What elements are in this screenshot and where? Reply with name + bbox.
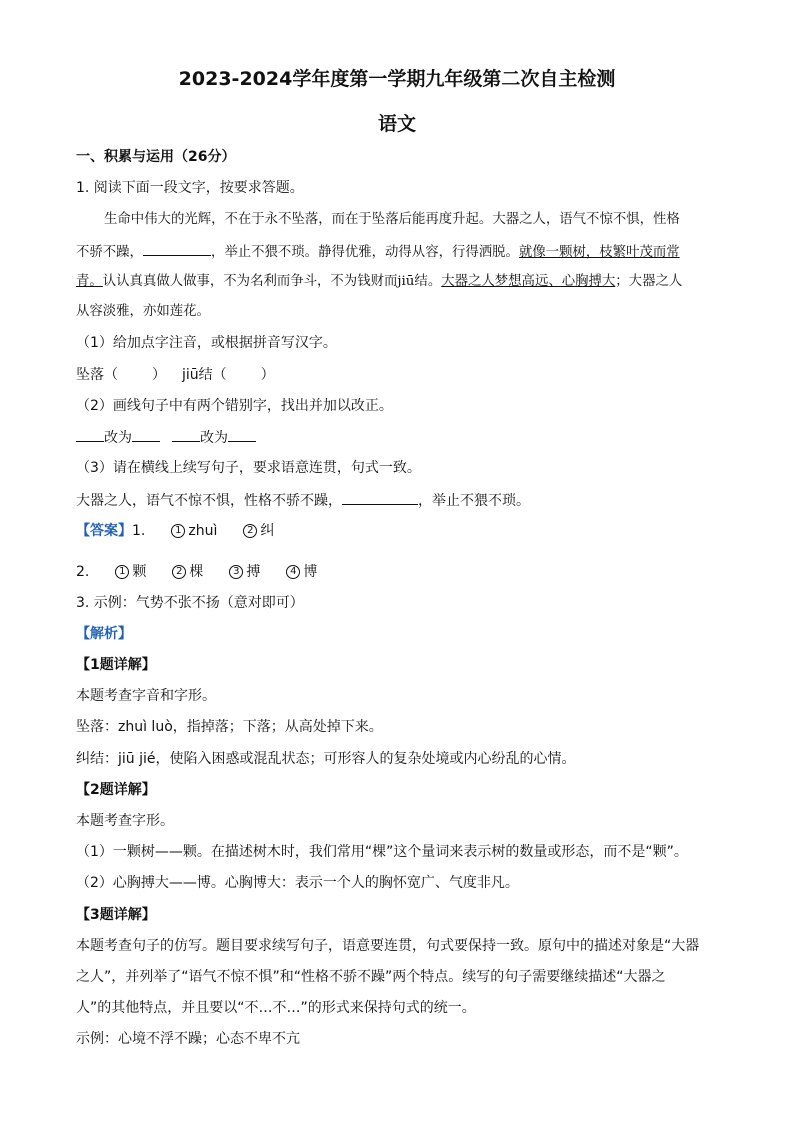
sentence-text: 大器之人，语气不惊不惧，性格不骄不躁， bbox=[76, 493, 342, 509]
answer-item: 颗 bbox=[132, 564, 147, 580]
subject-title: 语文 bbox=[377, 113, 416, 135]
answer-item: zhuì bbox=[188, 523, 218, 539]
sub-question-3: （3）请在横线上续写句子，要求语意连贯，句式一致。 bbox=[76, 460, 421, 476]
exam-title: 2023-2024学年度第一学期九年级第二次自主检测 bbox=[178, 68, 616, 90]
blank-label: ） bbox=[152, 367, 166, 383]
circled-number: 2 bbox=[172, 565, 186, 579]
blank-label: 改为 bbox=[200, 430, 228, 446]
blank-label: ） bbox=[260, 367, 275, 383]
answer-number: 2. bbox=[76, 564, 90, 580]
fill-blank[interactable] bbox=[172, 427, 200, 442]
detail-1-line-1: 本题考查字音和字形。 bbox=[76, 688, 216, 704]
circled-number: 2 bbox=[243, 524, 257, 538]
section-heading: 一、积累与运用（26分） bbox=[76, 149, 236, 165]
answer-item: 纠 bbox=[260, 523, 275, 539]
passage-line-3 bbox=[76, 272, 682, 292]
circled-number: 3 bbox=[229, 565, 243, 579]
fill-blank[interactable] bbox=[228, 427, 256, 442]
detail-heading-1: 【1题详解】 bbox=[76, 657, 156, 673]
question-1-stem: 1. 阅读下面一段文字，按要求答题。 bbox=[76, 180, 304, 196]
fill-blank[interactable] bbox=[143, 241, 211, 256]
sub-question-1: （1）给加点字注音，或根据拼音写汉字。 bbox=[76, 335, 337, 351]
detail-3-line-3: 人”的其他特点，并且要以“不…不…”的形式来保持句式的统一。 bbox=[76, 1000, 476, 1016]
detail-2-line-1: 本题考查字形。 bbox=[76, 813, 174, 829]
blank-label: jiū结（ bbox=[182, 367, 227, 383]
detail-3-line-4: 示例：心境不浮不躁；心态不卑不亢 bbox=[76, 1031, 300, 1047]
answer-line-1 bbox=[76, 521, 274, 541]
circled-number: 1 bbox=[115, 565, 129, 579]
answer-item: 博 bbox=[303, 564, 318, 580]
answer-item: 搏 bbox=[246, 564, 261, 580]
circled-number: 1 bbox=[171, 524, 185, 538]
underlined-sentence: 就像一颗树，枝繁叶茂而常 bbox=[518, 245, 680, 260]
fill-blank[interactable] bbox=[342, 490, 418, 505]
answer-item: 棵 bbox=[189, 564, 204, 580]
sentence-text: ，举止不猥不琐。 bbox=[418, 493, 530, 509]
passage-text: ；大器之人 bbox=[615, 274, 683, 289]
sub-question-2: （2）画线句子中有两个错别字，找出并加以改正。 bbox=[76, 398, 393, 414]
fill-blank[interactable] bbox=[132, 427, 160, 442]
passage-text: 不骄不躁， bbox=[76, 245, 143, 260]
sub-question-2-blanks bbox=[76, 427, 256, 448]
underlined-sentence: 青。 bbox=[76, 274, 103, 289]
detail-heading-3: 【3题详解】 bbox=[76, 907, 156, 923]
underlined-sentence: 大器之人梦想高远、心胸搏大 bbox=[441, 274, 616, 289]
detail-heading-2: 【2题详解】 bbox=[76, 782, 156, 798]
passage-line-1: 生命中伟大的光辉，不在于永不坠落，而在于坠落后能再度升起。大器之人，语气不惊不惧，性格 bbox=[104, 212, 680, 227]
analysis-label: 【解析】 bbox=[76, 626, 132, 642]
passage-line-2 bbox=[76, 241, 680, 263]
detail-1-line-2: 坠落：zhuì luò，指掉落；下落；从高处掉下来。 bbox=[76, 719, 383, 735]
answer-line-3: 3. 示例：气势不张不扬（意对即可） bbox=[76, 595, 304, 611]
sub-question-3-line bbox=[76, 490, 530, 511]
detail-3-line-2: 之人”，并列举了“语气不惊不惧”和“性格不骄不躁”两个特点。续写的句子需要继续描述“大器之 bbox=[76, 969, 666, 985]
passage-text: ，举止不猥不琐。静得优雅，动得从容，行得洒脱。 bbox=[210, 245, 519, 260]
passage-text: 认认真真做人做事，不为名利而争斗，不为钱财而jiū结。 bbox=[102, 274, 442, 289]
answer-number: 1. bbox=[132, 523, 146, 539]
detail-2-line-2: （1）一颗树——颗。在描述树木时，我们常用“棵”这个量词来表示树的数量或形态，而不是“颗”。 bbox=[76, 844, 688, 860]
passage-line-4: 从容淡雅，亦如莲花。 bbox=[76, 304, 210, 319]
fill-blank[interactable] bbox=[76, 427, 104, 442]
detail-3-line-1: 本题考查句子的仿写。题目要求续写句子，语意要连贯，句式要保持一致。原句中的描述对象是“大器 bbox=[76, 938, 700, 954]
answer-label: 【答案】 bbox=[76, 523, 132, 539]
sub-question-1-blanks bbox=[76, 365, 275, 385]
answer-line-2 bbox=[76, 562, 317, 582]
detail-1-line-3: 纠结：jiū jié，使陷入困惑或混乱状态；可形容人的复杂处境或内心纷乱的心情。 bbox=[76, 751, 576, 767]
circled-number: 4 bbox=[286, 565, 300, 579]
blank-label: 改为 bbox=[104, 430, 132, 446]
detail-2-line-3: （2）心胸搏大——博。心胸博大：表示一个人的胸怀宽广、气度非凡。 bbox=[76, 875, 519, 891]
blank-label: 坠落（ bbox=[76, 367, 118, 383]
